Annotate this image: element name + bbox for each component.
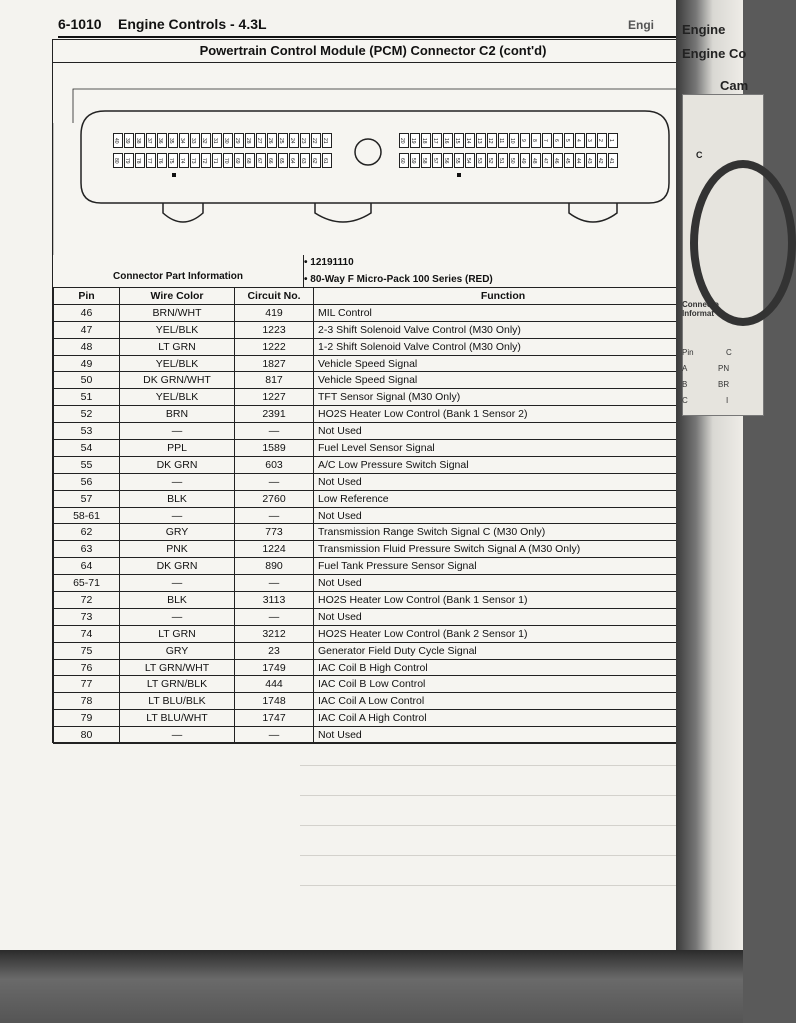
table-row — [54, 608, 693, 625]
table-row — [54, 710, 693, 727]
wire-color-cell: — — [120, 473, 235, 490]
function-cell: Transmission Fluid Pressure Switch Signal A (M30 Only) — [314, 541, 693, 558]
pin-cell: 54 — [465, 153, 475, 168]
wire-color-cell: PPL — [120, 440, 235, 457]
circuit-cell: 1227 — [235, 389, 314, 406]
wire-color-cell: LT GRN — [120, 338, 235, 355]
pin-cell: 66 — [267, 153, 277, 168]
pin-cell: 11 — [498, 133, 508, 148]
table-row — [54, 372, 693, 389]
pin-cell: 67 — [256, 153, 266, 168]
pin-cell: 60 — [399, 153, 409, 168]
wire-color-cell: DK GRN — [120, 456, 235, 473]
pin-cell: 27 — [256, 133, 266, 148]
facing-col2: C — [726, 348, 732, 357]
circuit-cell: — — [235, 423, 314, 440]
circuit-cell: 1748 — [235, 693, 314, 710]
circuit-cell: 2760 — [235, 490, 314, 507]
function-cell: Vehicle Speed Signal — [314, 372, 693, 389]
pin-cell-value: 73 — [54, 608, 120, 625]
table-row — [54, 456, 693, 473]
pin-cell-value: 80 — [54, 727, 120, 744]
pin-cell-value: 48 — [54, 338, 120, 355]
function-cell: HO2S Heater Low Control (Bank 1 Sensor 1) — [314, 592, 693, 609]
pin-cell-value: 75 — [54, 642, 120, 659]
circuit-cell: 890 — [235, 558, 314, 575]
pin-cell: 8 — [531, 133, 541, 148]
bleed-through-text — [300, 745, 680, 945]
pin-cell: 36 — [157, 133, 167, 148]
col-circuit: Circuit No. — [235, 288, 314, 305]
function-cell: Generator Field Duty Cycle Signal — [314, 642, 693, 659]
pin-cell: 78 — [135, 153, 145, 168]
facing-r3b: I — [726, 396, 729, 405]
wire-color-cell: BLK — [120, 592, 235, 609]
wire-color-cell: — — [120, 608, 235, 625]
wire-color-cell: BRN/WHT — [120, 304, 235, 321]
wire-color-cell: LT BLU/BLK — [120, 693, 235, 710]
pin-cell: 22 — [311, 133, 321, 148]
pin-cell: 39 — [124, 133, 134, 148]
table-row — [54, 473, 693, 490]
pin-cell: 21 — [322, 133, 332, 148]
function-cell: IAC Coil A Low Control — [314, 693, 693, 710]
function-cell: Not Used — [314, 608, 693, 625]
pin-cell: 63 — [300, 153, 310, 168]
wire-color-cell: DK GRN/WHT — [120, 372, 235, 389]
pin-cell: 46 — [553, 153, 563, 168]
circuit-cell: 1589 — [235, 440, 314, 457]
pin-cell: 15 — [454, 133, 464, 148]
pin-cell: 65 — [278, 153, 288, 168]
function-cell: 2-3 Shift Solenoid Valve Control (M30 Only) — [314, 321, 693, 338]
facing-r2b: BR — [718, 380, 730, 389]
function-cell: A/C Low Pressure Switch Signal — [314, 456, 693, 473]
facing-line2: Engine Co — [682, 46, 747, 61]
function-cell: Fuel Level Sensor Signal — [314, 440, 693, 457]
pin-cell-value: 76 — [54, 659, 120, 676]
pin-cell: 34 — [179, 133, 189, 148]
pin-cell: 73 — [190, 153, 200, 168]
table-row — [54, 541, 693, 558]
circuit-cell: 1222 — [235, 338, 314, 355]
pin-cell-value: 54 — [54, 440, 120, 457]
pin-cell: 74 — [179, 153, 189, 168]
wire-color-cell: DK GRN — [120, 558, 235, 575]
pin-cell: 16 — [443, 133, 453, 148]
circuit-cell: 1749 — [235, 659, 314, 676]
pin-cell-value: 64 — [54, 558, 120, 575]
pin-cell: 28 — [245, 133, 255, 148]
wire-color-cell: GRY — [120, 524, 235, 541]
page-number: 6-1010 — [58, 16, 102, 32]
table-row — [54, 423, 693, 440]
pin-cell: 31 — [212, 133, 222, 148]
pin-cell: 25 — [278, 133, 288, 148]
pin-cell: 2 — [597, 133, 607, 148]
circuit-cell: — — [235, 727, 314, 744]
circuit-cell: — — [235, 473, 314, 490]
circuit-cell: 3212 — [235, 625, 314, 642]
pin-cell-value: 78 — [54, 693, 120, 710]
table-row — [54, 592, 693, 609]
circuit-cell: 419 — [235, 304, 314, 321]
function-cell: Not Used — [314, 423, 693, 440]
facing-r1a: A — [682, 364, 688, 373]
pin-row-left-top — [113, 133, 333, 148]
pin-cell: 19 — [410, 133, 420, 148]
pin-cell: 57 — [432, 153, 442, 168]
pin-cell: 76 — [157, 153, 167, 168]
pin-cell: 1 — [608, 133, 618, 148]
pin-row-left-bottom — [113, 153, 333, 168]
pin-cell: 80 — [113, 153, 123, 168]
pin-cell: 17 — [432, 133, 442, 148]
wire-color-cell: LT GRN/WHT — [120, 659, 235, 676]
wire-color-cell: YEL/BLK — [120, 321, 235, 338]
wire-color-cell: LT GRN — [120, 625, 235, 642]
pin-cell: 42 — [597, 153, 607, 168]
circuit-cell: — — [235, 507, 314, 524]
facing-table-head: Connecto Informat — [682, 300, 719, 318]
function-cell: HO2S Heater Low Control (Bank 2 Sensor 1) — [314, 625, 693, 642]
function-cell: MIL Control — [314, 304, 693, 321]
function-cell: Not Used — [314, 727, 693, 744]
function-cell: Fuel Tank Pressure Sensor Signal — [314, 558, 693, 575]
circuit-cell: 1747 — [235, 710, 314, 727]
pin-cell: 49 — [520, 153, 530, 168]
pin-cell: 35 — [168, 133, 178, 148]
col-function: Function — [314, 288, 693, 305]
pin-row-right-bottom — [399, 153, 619, 168]
pin-cell-value: 46 — [54, 304, 120, 321]
pin-cell-value: 65-71 — [54, 575, 120, 592]
pin-cell: 58 — [421, 153, 431, 168]
pin-cell: 71 — [212, 153, 222, 168]
circuit-cell: 1224 — [235, 541, 314, 558]
circuit-cell: 444 — [235, 676, 314, 693]
pin-cell-value: 51 — [54, 389, 120, 406]
circuit-cell: 1827 — [235, 355, 314, 372]
wire-color-cell: — — [120, 507, 235, 524]
function-cell: Not Used — [314, 575, 693, 592]
wire-color-cell: PNK — [120, 541, 235, 558]
pin-cell: 56 — [443, 153, 453, 168]
circuit-cell: 603 — [235, 456, 314, 473]
pin-cell: 32 — [201, 133, 211, 148]
pin-cell-value: 79 — [54, 710, 120, 727]
function-cell: Transmission Range Switch Signal C (M30 Only) — [314, 524, 693, 541]
circuit-cell: 3113 — [235, 592, 314, 609]
table-row — [54, 575, 693, 592]
wire-color-cell: GRY — [120, 642, 235, 659]
col-wire-color: Wire Color — [120, 288, 235, 305]
pin-cell: 23 — [300, 133, 310, 148]
facing-col-pin: Pin — [682, 348, 694, 357]
pin-cell: 13 — [476, 133, 486, 148]
function-cell: 1-2 Shift Solenoid Valve Control (M30 Only) — [314, 338, 693, 355]
function-cell: Not Used — [314, 473, 693, 490]
pin-cell: 79 — [124, 153, 134, 168]
table-header-row — [54, 288, 693, 305]
pin-cell: 33 — [190, 133, 200, 148]
pin-cell: 20 — [399, 133, 409, 148]
pin-cell: 75 — [168, 153, 178, 168]
pin-cell-value: 52 — [54, 406, 120, 423]
facing-line1: Engine — [682, 22, 726, 37]
frame-title: Powertrain Control Module (PCM) Connector C2 (cont'd) — [53, 40, 693, 63]
pin-cell: 14 — [465, 133, 475, 148]
table-row — [54, 693, 693, 710]
function-cell: IAC Coil B High Control — [314, 659, 693, 676]
pin-cell: 61 — [322, 153, 332, 168]
table-row — [54, 355, 693, 372]
pin-cell: 68 — [245, 153, 255, 168]
pin-cell: 52 — [487, 153, 497, 168]
facing-label-c: C — [696, 150, 703, 160]
pin-cell-value: 74 — [54, 625, 120, 642]
table-row — [54, 524, 693, 541]
pin-cell: 45 — [564, 153, 574, 168]
pin-cell: 77 — [146, 153, 156, 168]
pin-cell: 29 — [234, 133, 244, 148]
pin-cell: 3 — [586, 133, 596, 148]
facing-r3a: C — [682, 396, 688, 405]
scan-shadow — [0, 950, 743, 1023]
pin-cell: 4 — [575, 133, 585, 148]
pin-cell: 12 — [487, 133, 497, 148]
pin-cell: 47 — [542, 153, 552, 168]
wire-color-cell: — — [120, 727, 235, 744]
pin-cell: 50 — [509, 153, 519, 168]
page-title: Engine Controls - 4.3L — [118, 16, 267, 32]
function-cell: IAC Coil A High Control — [314, 710, 693, 727]
pin-cell: 41 — [608, 153, 618, 168]
wire-color-cell: — — [120, 423, 235, 440]
pin-cell: 24 — [289, 133, 299, 148]
pin-cell: 44 — [575, 153, 585, 168]
pin-cell-value: 47 — [54, 321, 120, 338]
circuit-cell: 2391 — [235, 406, 314, 423]
pin-cell: 72 — [201, 153, 211, 168]
table-row — [54, 389, 693, 406]
table-row — [54, 642, 693, 659]
pin-cell: 53 — [476, 153, 486, 168]
pin-cell: 69 — [234, 153, 244, 168]
table-row — [54, 490, 693, 507]
pin-cell: 40 — [113, 133, 123, 148]
wire-color-cell: YEL/BLK — [120, 389, 235, 406]
pin-cell: 5 — [564, 133, 574, 148]
table-row — [54, 625, 693, 642]
pin-cell: 55 — [454, 153, 464, 168]
pin-cell: 59 — [410, 153, 420, 168]
pin-cell: 62 — [311, 153, 321, 168]
pin-cell: 64 — [289, 153, 299, 168]
pin-cell-value: 63 — [54, 541, 120, 558]
table-row — [54, 440, 693, 457]
pin-cell: 43 — [586, 153, 596, 168]
pin-cell: 70 — [223, 153, 233, 168]
facing-line3: Cam — [720, 78, 749, 93]
circuit-cell: 23 — [235, 642, 314, 659]
pin-cell: 26 — [267, 133, 277, 148]
table-row — [54, 558, 693, 575]
pin-cell-value: 62 — [54, 524, 120, 541]
wire-color-cell: LT GRN/BLK — [120, 676, 235, 693]
pin-cell-value: 57 — [54, 490, 120, 507]
facing-r2a: B — [682, 380, 688, 389]
wire-color-cell: — — [120, 575, 235, 592]
pin-cell-value: 55 — [54, 456, 120, 473]
pin-cell-value: 77 — [54, 676, 120, 693]
table-row — [54, 507, 693, 524]
circuit-cell: 1223 — [235, 321, 314, 338]
wire-color-cell: BLK — [120, 490, 235, 507]
page-header — [58, 14, 698, 38]
pin-cell: 18 — [421, 133, 431, 148]
function-cell: IAC Coil B Low Control — [314, 676, 693, 693]
pin-cell: 10 — [509, 133, 519, 148]
connector-description: • 80-Way F Micro-Pack 100 Series (RED) — [304, 274, 493, 285]
function-cell: Not Used — [314, 507, 693, 524]
facing-r1b: PN — [718, 364, 730, 373]
circuit-cell: 817 — [235, 372, 314, 389]
circuit-cell: — — [235, 608, 314, 625]
function-cell: Low Reference — [314, 490, 693, 507]
pin-table — [53, 287, 693, 744]
pin-cell: 9 — [520, 133, 530, 148]
connector-table-frame — [52, 39, 694, 743]
table-row — [54, 676, 693, 693]
table-row — [54, 406, 693, 423]
pin-row-right-top — [399, 133, 619, 148]
pin-cell-value: 56 — [54, 473, 120, 490]
table-row — [54, 321, 693, 338]
pin-cell: 7 — [542, 133, 552, 148]
table-row — [54, 338, 693, 355]
table-row — [54, 659, 693, 676]
function-cell: TFT Sensor Signal (M30 Only) — [314, 389, 693, 406]
circuit-cell: 773 — [235, 524, 314, 541]
pin-cell-value: 50 — [54, 372, 120, 389]
wire-color-cell: YEL/BLK — [120, 355, 235, 372]
part-info-label: Connector Part Information — [112, 271, 243, 282]
wire-color-cell: LT BLU/WHT — [120, 710, 235, 727]
function-cell: HO2S Heater Low Control (Bank 1 Sensor 2) — [314, 406, 693, 423]
facing-page-fragment: Engi — [628, 18, 654, 32]
pin-cell-value: 49 — [54, 355, 120, 372]
wire-color-cell: BRN — [120, 406, 235, 423]
pin-cell: 51 — [498, 153, 508, 168]
pin-cell-value: 58-61 — [54, 507, 120, 524]
pin-cell-value: 53 — [54, 423, 120, 440]
pin-cell: 38 — [135, 133, 145, 148]
pin-cell: 37 — [146, 133, 156, 148]
part-number: • 12191110 — [304, 257, 354, 268]
pin-cell-value: 72 — [54, 592, 120, 609]
connector-diagram — [53, 63, 693, 255]
pin-cell: 6 — [553, 133, 563, 148]
pin-cell: 48 — [531, 153, 541, 168]
pin-cell: 30 — [223, 133, 233, 148]
function-cell: Vehicle Speed Signal — [314, 355, 693, 372]
circuit-cell: — — [235, 575, 314, 592]
table-row — [54, 304, 693, 321]
table-row — [54, 727, 693, 744]
col-pin: Pin — [54, 288, 120, 305]
facing-page — [676, 0, 749, 950]
